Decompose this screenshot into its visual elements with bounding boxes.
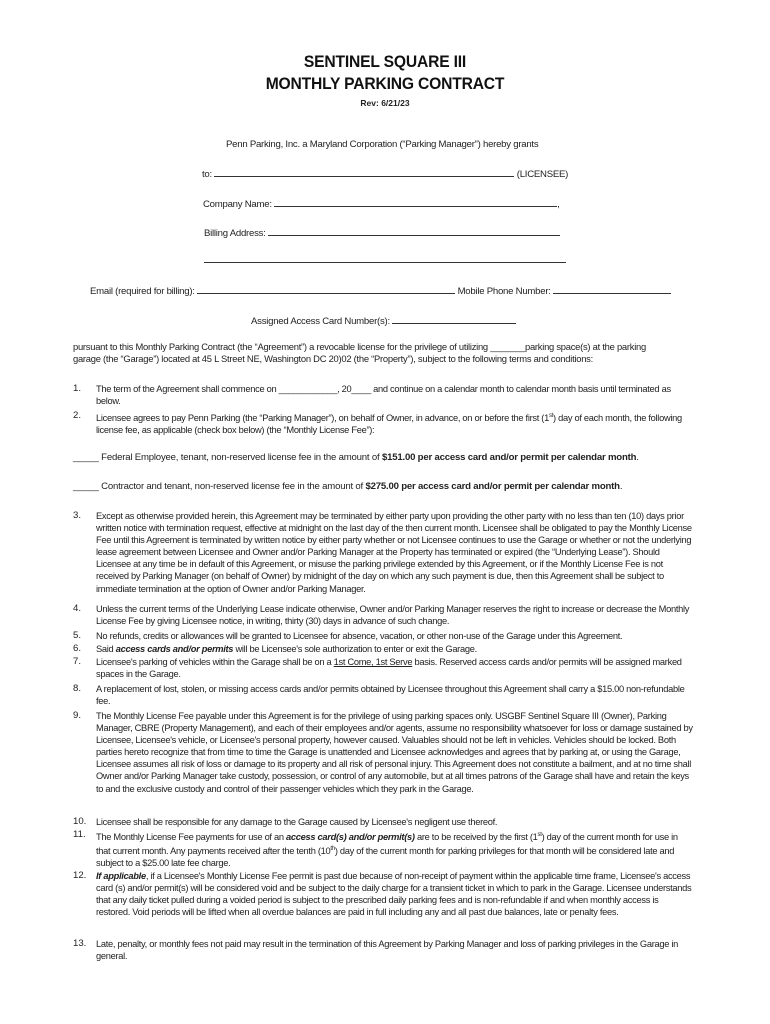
clause-7-part-a: Licensee's parking of vehicles within the Garage shall be on a <box>96 657 334 667</box>
billing-row <box>204 226 560 240</box>
email-field[interactable] <box>197 284 455 294</box>
term-2-part-a: Licensee agrees to pay Penn Parking (the “Parking Manager”), on behalf of Owner, in advance, on or before the first (1 <box>96 413 549 424</box>
clause-9-text: The Monthly License Fee payable under this Agreement is for the privilege of using parking spaces only. USGBF Sentinel Square III (Owner), Parking Manager, CBRE (Property Management), and each of their employees and/or agents, assume no responsibility whatsoever for loss or damage sustained by Licensee, Licensee's vehicle, or Licensee's personal property, however caused. Valuables should not be left in vehicles. Vehicles should be locked. Both parties hereto recognize that from time to time the Garage is unattended and Licensee acknowledges and agrees that by parking at, or using the Garage, Licensee assumes all risk of loss or damage to its property and all risk of personal injury. This Agreement does not constitute a bailment, and at no time shall Owner and/or Parking Manager take custody, possession, or control of any automobile, but at all times patrons of the Garage shall have and retain the keys to and the exclusive custody and control of their passenger vehicles which they park in the Garage. <box>96 711 693 794</box>
billing-row-2 <box>204 253 566 267</box>
term-2-text <box>96 410 694 436</box>
access-card-row <box>251 314 516 328</box>
fee-checkbox-contractor[interactable]: _____ <box>73 481 99 492</box>
clause-11-part-d: ) day of the current month for parking privileges for that month will be considered late and subject to a $25.00 late fee charge. <box>96 846 675 869</box>
clause-13-text: Late, penalty, or monthly fees not paid may result in the termination of this Agreement by Parking Manager and loss of parking privileges in the Garage in general. <box>96 939 679 962</box>
clause-10-text: Licensee shall be responsible for any damage to the Garage caused by Licensee's negligent use thereof. <box>96 817 498 827</box>
access-card-field[interactable] <box>392 314 516 324</box>
access-card-label: Assigned Access Card Number(s): <box>251 316 390 327</box>
document-subtitle: MONTHLY PARKING CONTRACT <box>265 74 505 93</box>
clause-number: 13. <box>73 938 87 949</box>
billing-label: Billing Address: <box>204 228 266 239</box>
clause-number: 6. <box>73 643 82 654</box>
clause-11-part-b: are to be received by the first (1 <box>414 832 538 843</box>
clause-6-part-b: will be Licensee's sole authorization to enter or exit the Garage. <box>233 644 477 654</box>
fee-checkbox-federal[interactable]: _____ <box>73 452 99 463</box>
licensee-name-field[interactable] <box>214 167 514 177</box>
clause-11-sup-2: th <box>330 846 335 853</box>
clause-7-underlined: 1st Come, 1st Serve <box>333 657 413 667</box>
clause-number: 4. <box>73 603 82 614</box>
clause-number: 11. <box>73 829 86 840</box>
clause-4-text: Unless the current terms of the Underlying Lease indicate otherwise, Owner and/or Parking Manager reserves the right to increase or decrease the Monthly License Fee by giving Licensee notice, in writing, thirty (30) days in advance of such change. <box>96 604 690 627</box>
clause-7-part-b: basis. Reserved access cards and/or permits will be assigned marked spaces in the Garage. <box>96 657 682 680</box>
clause-number: 3. <box>73 510 82 521</box>
clause-8-text: A replacement of lost, stolen, or missing access cards and/or permits obtained by Licensee throughout this Agreement shall carry a $15.00 non-refundable fee. <box>96 684 685 707</box>
contact-row <box>90 284 671 298</box>
clause-12-text <box>96 870 694 918</box>
clause-number: 12. <box>73 870 87 881</box>
fee-federal-end: . <box>636 452 639 463</box>
term-2-part-b: ) day of each month, the following license fee, as applicable (check box below) (the “Monthly License Fee”): <box>96 413 682 436</box>
to-label: to: <box>202 169 212 180</box>
licensee-row <box>202 167 568 181</box>
clause-6-part-a: Said <box>96 644 116 654</box>
term-number: 1. <box>73 383 82 394</box>
document-title: SENTINEL SQUARE III <box>303 52 467 71</box>
clause-11-text <box>96 829 694 869</box>
fee-contractor-amount: $275.00 per access card and/or permit per calendar month <box>365 481 620 492</box>
clause-12-body: , if a Licensee's Monthly License Fee permit is past due because of non-receipt of payment within the applicable time frame, Licensee's access card (s) and/or permit(s) will be considered void and be subject to the daily charge for a transient ticket in which to park in the Garage. Licensee understands that any daily ticket pulled during a voided period is subject to the prescribed daily parking fees and is non-refundable if and when monthly access is restored. Void periods will be lifted when all overdue balances are paid in full including any and all past due balances, late or penalty fees. <box>96 871 692 918</box>
clause-7-text <box>96 656 694 680</box>
clause-12-emphasis: If applicable <box>96 871 146 881</box>
billing-address-field[interactable] <box>268 226 560 236</box>
clause-number: 10. <box>73 816 87 827</box>
fee-contractor-text: Contractor and tenant, non-reserved license fee in the amount of <box>98 481 366 492</box>
grant-text: Penn Parking, Inc. a Maryland Corporation (“Parking Manager”) hereby grants <box>226 139 539 150</box>
company-name-field[interactable] <box>274 197 557 207</box>
company-row: Company Name: , <box>203 199 560 210</box>
mobile-label: Mobile Phone Number: <box>457 286 551 297</box>
term-number: 2. <box>73 410 82 421</box>
clause-number: 5. <box>73 630 82 641</box>
licensee-label: (LICENSEE) <box>516 169 569 180</box>
clause-11-sup-1: st <box>537 832 542 838</box>
email-label: Email (required for billing): <box>90 286 195 297</box>
clause-number: 9. <box>73 710 82 721</box>
clause-11-part-c: ) day of the current month for use in that current month. Any payments received after the tenth (10 <box>96 832 678 857</box>
fee-federal-text: Federal Employee, tenant, non-reserved license fee in the amount of <box>98 452 382 463</box>
revision-date: Rev: 6/21/23 <box>360 98 410 108</box>
clause-11-emphasis: access card(s) and/or permit(s) <box>286 832 415 843</box>
fee-option-federal <box>73 452 639 463</box>
term-1-text: The term of the Agreement shall commence on ____________, 20____ and continue on a calendar month to calendar month basis until terminated as below. <box>96 384 671 407</box>
clause-6-text <box>96 643 694 655</box>
pursuant-line-2: garage (the “Garage”) located at 45 L Street NE, Washington DC 20)02 (the “Property”), subject to the following terms and conditions: <box>73 353 593 364</box>
mobile-phone-field[interactable] <box>553 284 671 294</box>
clause-11-part-a: The Monthly License Fee payments for use of an <box>96 832 287 843</box>
billing-address-field-2[interactable] <box>204 253 566 263</box>
company-label: Company Name: <box>203 199 272 210</box>
clause-number: 7. <box>73 656 82 667</box>
clause-6-emphasis: access cards and/or permits <box>115 644 234 654</box>
clause-3-text: Except as otherwise provided herein, this Agreement may be terminated by either party upon providing the other party with no less than ten (10) days prior written notice with termination request, effective at midnight on the last day of the then current month. Licensee shall be obligated to pay the Monthly License Fee until this Agreement is terminated by written notice by either party whether or not Licensee continues to use the Garage or whether or not the underlying lease agreement between Licensee and Owner and/or Parking Manager at the Property has terminated or expired (the “Underlying Lease”). Should Licensee at any time be in default of this Agreement, or misuse the parking privilege extended by this Agreement, or if the Monthly License Fee is not received by Parking Manager (on behalf of Owner) by midnight of the day on which any such payment is due, then this Agreement shall be subject to immediate termination at the option of Owner and/or Parking Manager. <box>96 511 692 594</box>
pursuant-line-1: pursuant to this Monthly Parking Contract (the “Agreement”) a revocable license for the privilege of utilizing _______parking space(s) at the parking <box>73 341 646 352</box>
term-2-sup: st <box>548 413 554 419</box>
fee-contractor-end: . <box>619 481 623 492</box>
clause-number: 8. <box>73 683 82 694</box>
clause-5-text: No refunds, credits or allowances will be granted to Licensee for absence, vacation, or other non-use of the Garage under this Agreement. <box>96 631 623 641</box>
fee-federal-amount: $151.00 per access card and/or permit per calendar month <box>381 452 637 463</box>
fee-option-contractor <box>73 481 622 492</box>
